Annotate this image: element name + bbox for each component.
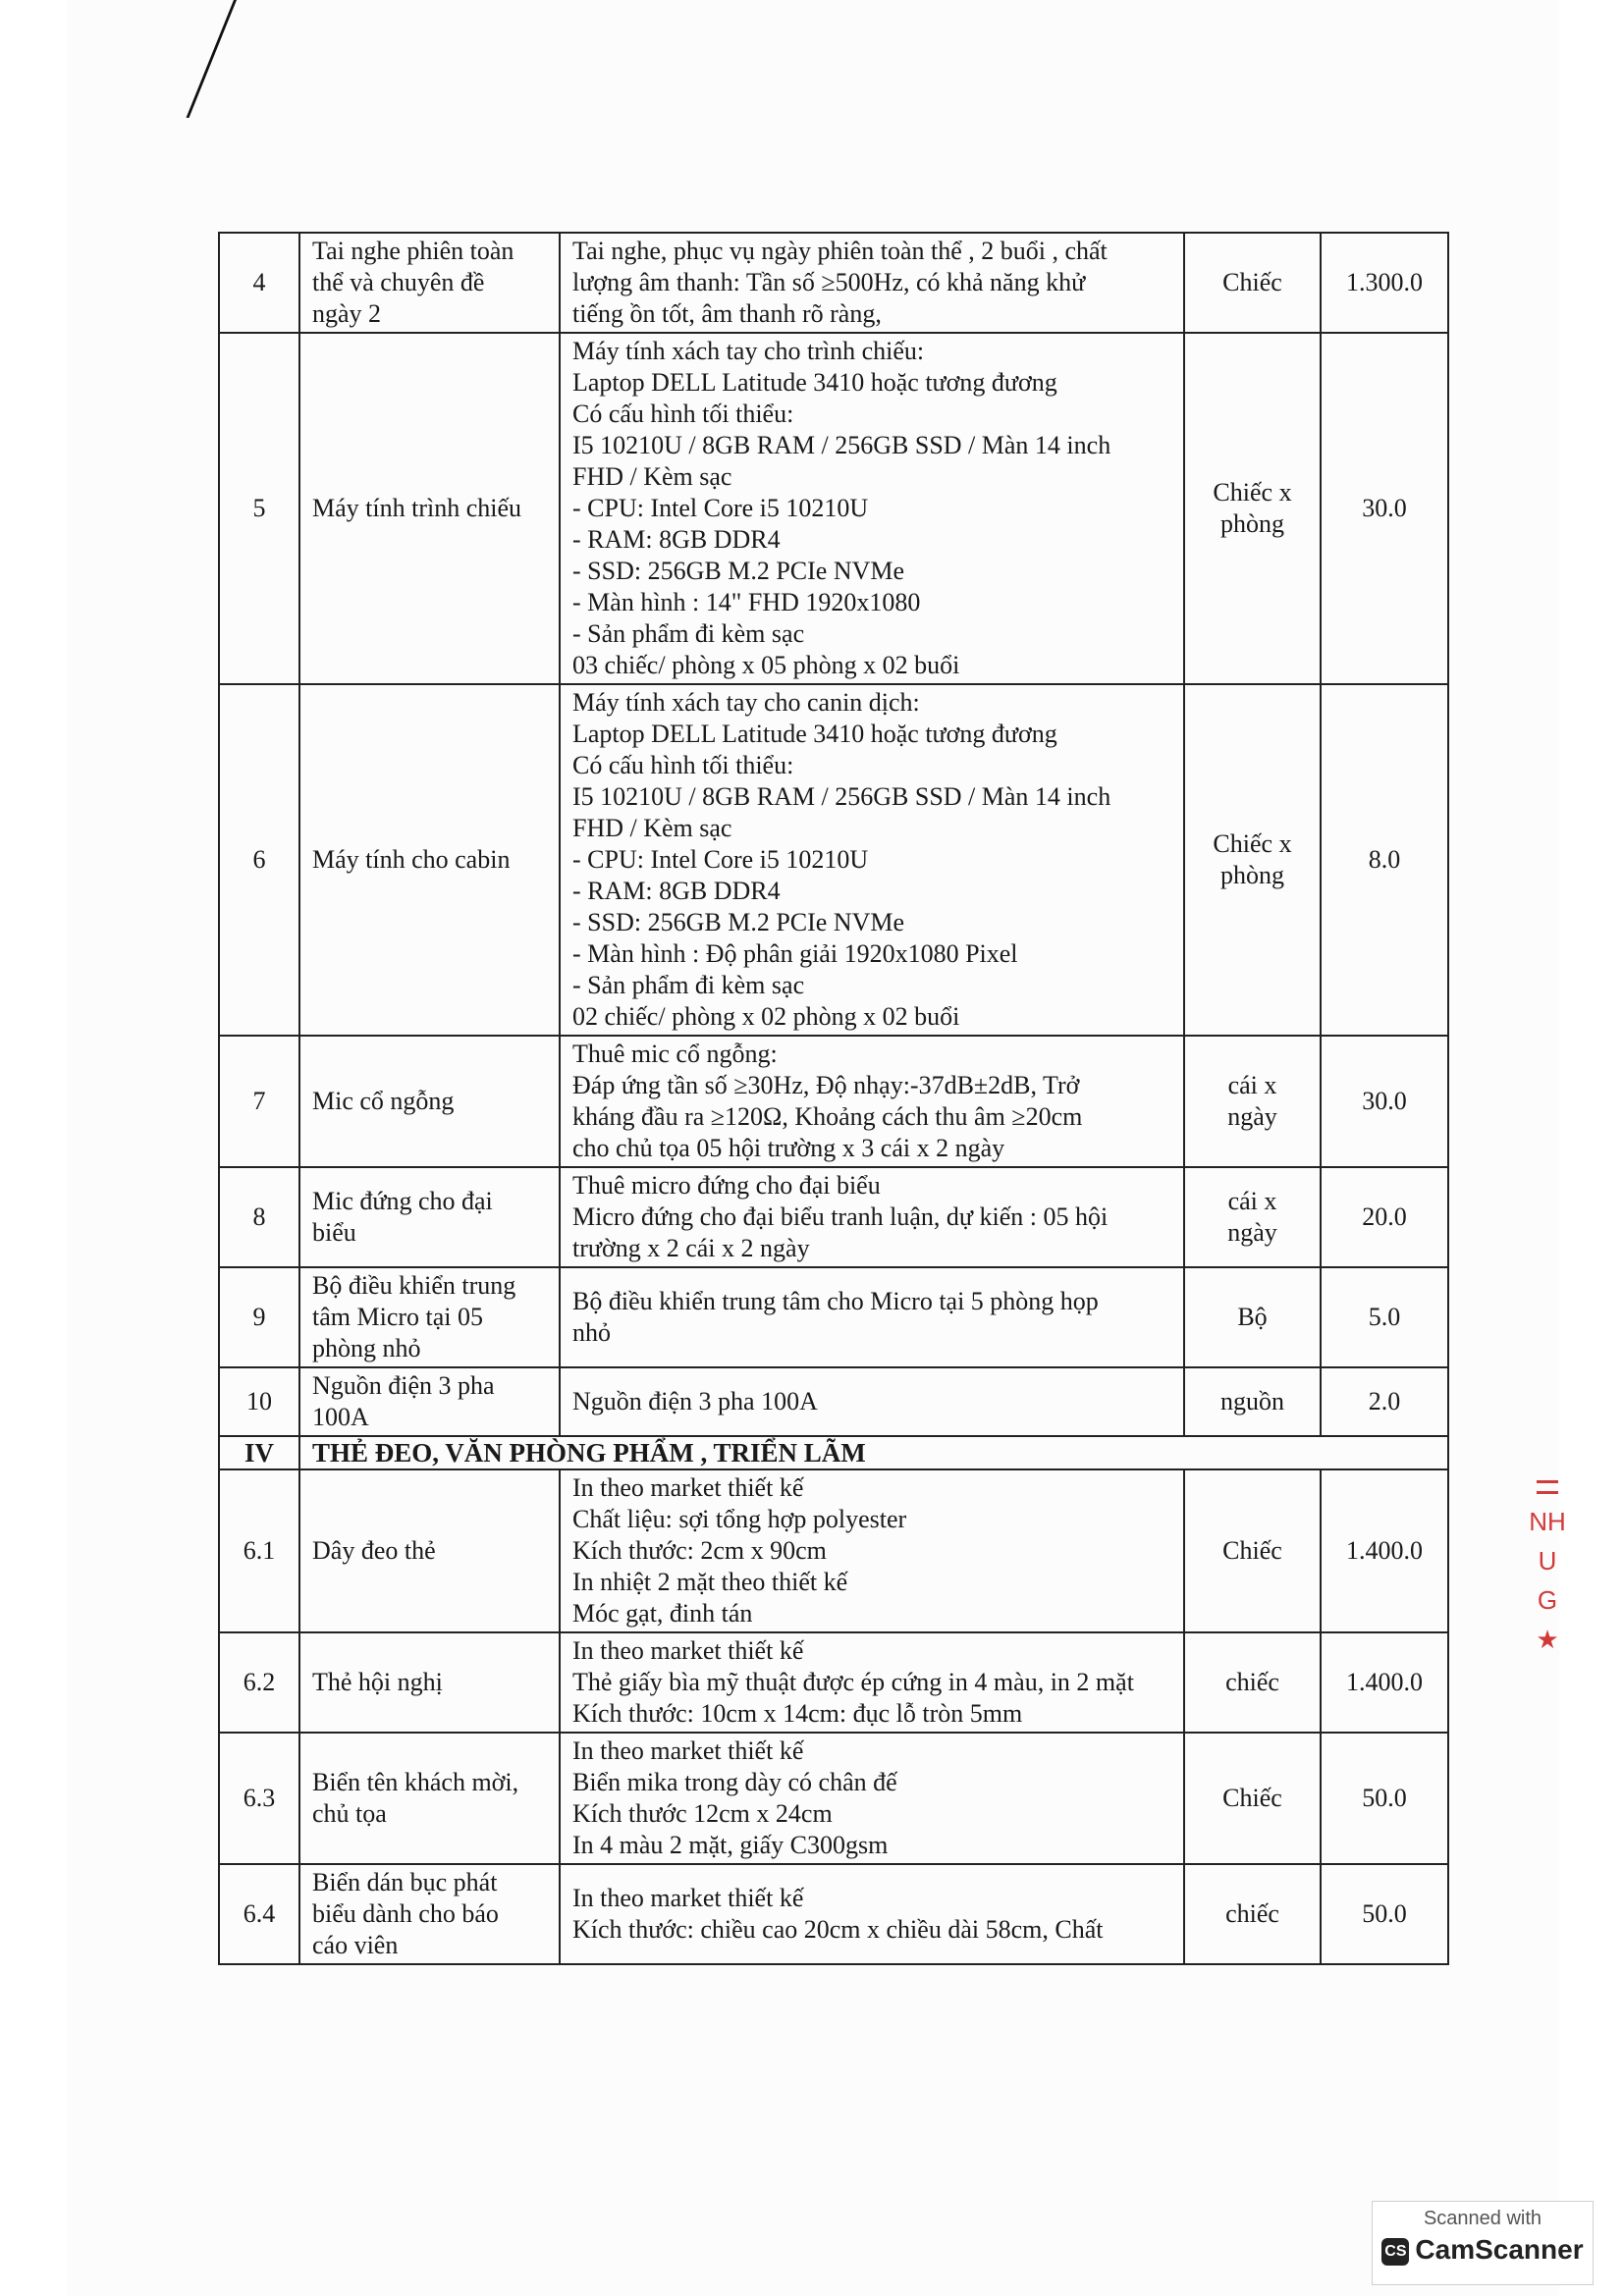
item-description-line: FHD / Kèm sạc <box>572 814 732 842</box>
item-unit-line: phòng <box>1220 509 1284 538</box>
item-description-line: Laptop DELL Latitude 3410 hoặc tương đương <box>572 368 1057 397</box>
item-description-line: - SSD: 256GB M.2 PCIe NVMe <box>572 557 905 585</box>
section-number: IV <box>219 1436 299 1469</box>
item-description-line: Thuê mic cổ ngỗng: <box>572 1040 778 1068</box>
item-name-cell <box>299 1036 560 1167</box>
item-unit-cell <box>1184 1367 1321 1436</box>
item-unit-line: cái x <box>1227 1187 1277 1215</box>
table-row <box>219 233 1448 333</box>
item-name-line: 100A <box>312 1403 369 1431</box>
item-number: 6 <box>219 684 299 1036</box>
item-description-line: 03 chiếc/ phòng x 05 phòng x 02 buổi <box>572 651 960 679</box>
item-description-cell <box>560 1367 1184 1436</box>
item-quantity: 30.0 <box>1321 333 1448 684</box>
item-name-cell <box>299 1167 560 1267</box>
item-unit-cell <box>1184 684 1321 1036</box>
item-quantity: 5.0 <box>1321 1267 1448 1367</box>
table-row <box>219 333 1448 684</box>
item-description-line: - CPU: Intel Core i5 10210U <box>572 845 869 874</box>
item-description-line: Máy tính xách tay cho canin dịch: <box>572 688 920 717</box>
item-quantity: 20.0 <box>1321 1167 1448 1267</box>
watermark-brand: CamScanner <box>1415 2234 1584 2265</box>
item-description-line: Kích thước: chiều cao 20cm x chiều dài 58cm, Chất <box>572 1915 1104 1944</box>
item-number: 6.1 <box>219 1469 299 1632</box>
item-description-line: Micro đứng cho đại biểu tranh luận, dự kiến : 05 hội <box>572 1202 1109 1231</box>
item-description-line: Thuê micro đứng cho đại biểu <box>572 1171 881 1200</box>
item-description-line: - Màn hình : Độ phân giải 1920x1080 Pixel <box>572 939 1018 968</box>
item-description-cell <box>560 1733 1184 1864</box>
item-quantity: 8.0 <box>1321 684 1448 1036</box>
item-description-line: In 4 màu 2 mặt, giấy C300gsm <box>572 1831 889 1859</box>
item-name-line: cáo viên <box>312 1931 399 1959</box>
item-quantity: 30.0 <box>1321 1036 1448 1167</box>
item-description-cell <box>560 1632 1184 1733</box>
item-name-cell <box>299 1367 560 1436</box>
item-unit-line: Chiếc <box>1222 1536 1282 1565</box>
item-unit-cell <box>1184 1864 1321 1964</box>
equipment-table <box>218 232 1449 1965</box>
page-edge-mark <box>187 0 266 118</box>
item-unit-line: chiếc <box>1225 1668 1279 1696</box>
item-name-line: Mic đứng cho đại <box>312 1187 493 1215</box>
item-description-line: Nguồn điện 3 pha 100A <box>572 1387 818 1415</box>
stamp-star-icon: ★ <box>1536 1625 1559 1654</box>
item-unit-cell <box>1184 233 1321 333</box>
item-name-cell <box>299 684 560 1036</box>
item-name-line: Máy tính cho cabin <box>312 845 511 874</box>
table-row <box>219 684 1448 1036</box>
item-description-line: I5 10210U / 8GB RAM / 256GB SSD / Màn 14 inch <box>572 431 1111 459</box>
item-unit-line: Bộ <box>1237 1303 1268 1331</box>
section-row <box>219 1436 1448 1469</box>
item-description-line: tiếng ồn tốt, âm thanh rõ ràng, <box>572 299 882 328</box>
item-unit-line: Chiếc <box>1222 1784 1282 1812</box>
item-description-line: kháng đầu ra ≥120Ω, Khoảng cách thu âm ≥20cm <box>572 1102 1083 1131</box>
item-description-line: cho chủ tọa 05 hội trường x 3 cái x 2 ngày <box>572 1134 1005 1162</box>
item-unit-cell <box>1184 1469 1321 1632</box>
item-description-line: In theo market thiết kế <box>572 1636 804 1665</box>
item-name-line: phòng nhỏ <box>312 1334 421 1362</box>
item-description-line: Chất liệu: sợi tổng hợp polyester <box>572 1505 907 1533</box>
item-name-line: Nguồn điện 3 pha <box>312 1371 495 1400</box>
item-description-cell <box>560 233 1184 333</box>
item-name-line: Máy tính trình chiếu <box>312 494 522 522</box>
item-unit-cell <box>1184 1733 1321 1864</box>
item-number: 9 <box>219 1267 299 1367</box>
item-quantity: 50.0 <box>1321 1864 1448 1964</box>
item-description-line: I5 10210U / 8GB RAM / 256GB SSD / Màn 14 inch <box>572 782 1111 811</box>
red-stamp <box>1518 1472 1577 1767</box>
item-description-cell <box>560 684 1184 1036</box>
item-description-cell <box>560 1036 1184 1167</box>
item-description-line: - Màn hình : 14" FHD 1920x1080 <box>572 588 921 616</box>
item-description-line: Máy tính xách tay cho trình chiếu: <box>572 337 925 365</box>
item-name-line: thể và chuyên đề <box>312 268 485 296</box>
item-name-cell <box>299 1864 560 1964</box>
item-unit-line: chiếc <box>1225 1899 1279 1928</box>
item-description-line: Kích thước 12cm x 24cm <box>572 1799 833 1828</box>
item-description-line: Tai nghe, phục vụ ngày phiên toàn thể , 2 buổi , chất <box>572 237 1108 265</box>
item-quantity: 1.300.0 <box>1321 233 1448 333</box>
item-description-line: Thẻ giấy bìa mỹ thuật được ép cứng in 4 màu, in 2 mặt <box>572 1668 1134 1696</box>
item-unit-line: cái x <box>1227 1071 1277 1099</box>
item-name-line: tâm Micro tại 05 <box>312 1303 484 1331</box>
item-description-cell <box>560 333 1184 684</box>
item-description-cell <box>560 1267 1184 1367</box>
table-row <box>219 1167 1448 1267</box>
item-name-cell <box>299 1469 560 1632</box>
item-number: 6.2 <box>219 1632 299 1733</box>
item-unit-line: Chiếc x <box>1213 829 1292 858</box>
item-name-line: biểu <box>312 1218 356 1247</box>
item-description-line: In nhiệt 2 mặt theo thiết kế <box>572 1568 848 1596</box>
item-description-line: Kích thước: 2cm x 90cm <box>572 1536 827 1565</box>
item-number: 8 <box>219 1167 299 1267</box>
item-name-line: Thẻ hội nghị <box>312 1668 443 1696</box>
item-description-line: Móc gạt, đinh tán <box>572 1599 753 1628</box>
camscanner-watermark <box>1372 2201 1594 2285</box>
item-name-line: chủ tọa <box>312 1799 387 1828</box>
table-row <box>219 1469 1448 1632</box>
item-number: 6.3 <box>219 1733 299 1864</box>
item-name-line: Biển tên khách mời, <box>312 1768 519 1796</box>
item-description-line: - RAM: 8GB DDR4 <box>572 525 781 554</box>
camscanner-logo-icon: CS <box>1381 2238 1409 2266</box>
watermark-caption: Scanned with <box>1423 2208 1542 2229</box>
item-number: 10 <box>219 1367 299 1436</box>
item-number: 4 <box>219 233 299 333</box>
item-unit-line: Chiếc x <box>1213 478 1292 507</box>
item-unit-cell <box>1184 1036 1321 1167</box>
item-description-line: 02 chiếc/ phòng x 02 phòng x 02 buổi <box>572 1002 960 1031</box>
item-name-line: Biển dán bục phát <box>312 1868 498 1896</box>
item-description-line: In theo market thiết kế <box>572 1884 804 1912</box>
item-name-line: Bộ điều khiển trung <box>312 1271 516 1300</box>
item-unit-line: nguồn <box>1220 1387 1284 1415</box>
item-description-line: Laptop DELL Latitude 3410 hoặc tương đương <box>572 720 1057 748</box>
item-name-line: ngày 2 <box>312 299 382 328</box>
item-unit-line: ngày <box>1227 1102 1277 1131</box>
item-description-line: - CPU: Intel Core i5 10210U <box>572 494 869 522</box>
item-description-line: trường x 2 cái x 2 ngày <box>572 1234 810 1262</box>
item-unit-line: Chiếc <box>1222 268 1282 296</box>
item-description-line: nhỏ <box>572 1318 611 1347</box>
item-name-cell <box>299 1632 560 1733</box>
section-title: THẺ ĐEO, VĂN PHÒNG PHẨM , TRIỂN LÃM <box>299 1436 1448 1469</box>
item-quantity: 1.400.0 <box>1321 1469 1448 1632</box>
table-row <box>219 1267 1448 1367</box>
item-number: 7 <box>219 1036 299 1167</box>
item-description-line: Kích thước: 10cm x 14cm: đục lỗ tròn 5mm <box>572 1699 1023 1728</box>
table-row <box>219 1864 1448 1964</box>
table-row <box>219 1632 1448 1733</box>
item-name-cell <box>299 1733 560 1864</box>
item-unit-cell <box>1184 1267 1321 1367</box>
item-description-line: lượng âm thanh: Tần số ≥500Hz, có khả năng khử <box>572 268 1086 296</box>
item-unit-line: phòng <box>1220 861 1284 889</box>
item-description-cell <box>560 1469 1184 1632</box>
item-description-line: - RAM: 8GB DDR4 <box>572 877 781 905</box>
item-description-cell <box>560 1167 1184 1267</box>
item-description-line: Có cấu hình tối thiểu: <box>572 751 794 779</box>
item-description-cell <box>560 1864 1184 1964</box>
item-name-line: Dây đeo thẻ <box>312 1536 436 1565</box>
item-description-line: Đáp ứng tần số ≥30Hz, Độ nhạy:-37dB±2dB, Trở <box>572 1071 1080 1099</box>
item-name-cell <box>299 333 560 684</box>
table-row <box>219 1367 1448 1436</box>
stamp-text-3: G <box>1537 1585 1558 1615</box>
item-name-cell <box>299 233 560 333</box>
item-name-line: Tai nghe phiên toàn <box>312 237 514 265</box>
item-unit-line: ngày <box>1227 1218 1277 1247</box>
item-description-line: Biển mika trong dày có chân đế <box>572 1768 897 1796</box>
item-quantity: 50.0 <box>1321 1733 1448 1864</box>
stamp-text-1: NH <box>1529 1507 1566 1536</box>
item-quantity: 2.0 <box>1321 1367 1448 1436</box>
item-description-line: In theo market thiết kế <box>572 1473 804 1502</box>
item-quantity: 1.400.0 <box>1321 1632 1448 1733</box>
item-name-cell <box>299 1267 560 1367</box>
item-number: 5 <box>219 333 299 684</box>
stamp-text-2: U <box>1538 1546 1557 1575</box>
item-unit-cell <box>1184 1167 1321 1267</box>
item-description-line: FHD / Kèm sạc <box>572 462 732 491</box>
item-description-line: - SSD: 256GB M.2 PCIe NVMe <box>572 908 905 936</box>
item-number: 6.4 <box>219 1864 299 1964</box>
item-unit-cell <box>1184 1632 1321 1733</box>
item-description-line: In theo market thiết kế <box>572 1736 804 1765</box>
item-unit-cell <box>1184 333 1321 684</box>
item-description-line: Bộ điều khiển trung tâm cho Micro tại 5 phòng họp <box>572 1287 1099 1315</box>
item-description-line: - Sản phẩm đi kèm sạc <box>572 971 805 999</box>
table-row <box>219 1036 1448 1167</box>
item-name-line: Mic cổ ngỗng <box>312 1087 455 1115</box>
item-description-line: - Sản phẩm đi kèm sạc <box>572 619 805 648</box>
item-description-line: Có cấu hình tối thiểu: <box>572 400 794 428</box>
item-name-line: biểu dành cho báo <box>312 1899 499 1928</box>
table-row <box>219 1733 1448 1864</box>
